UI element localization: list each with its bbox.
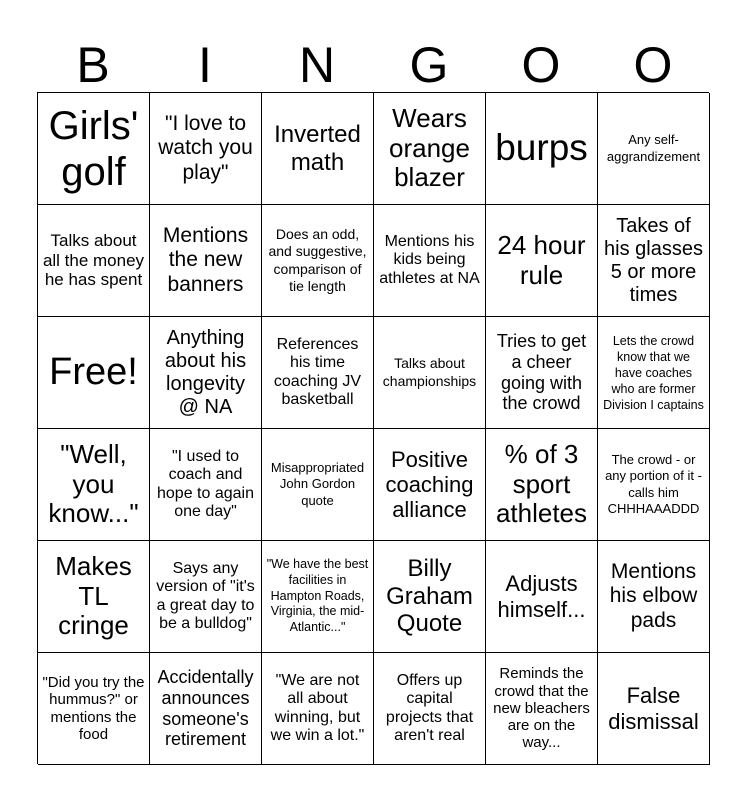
header-letter: O: [633, 37, 673, 93]
header-letter: B: [76, 37, 110, 93]
cell-text: Adjusts himself...: [497, 571, 586, 622]
cell-text: Mentions his elbow pads: [609, 560, 698, 632]
header-letter: O: [521, 37, 561, 93]
cell-text: Lets the crowd know that we have coaches who are former Division I captains: [603, 333, 704, 412]
cell-text: burps: [495, 127, 588, 169]
bingo-cell: [38, 429, 150, 541]
bingo-cell: [150, 429, 262, 541]
bingo-cell: [262, 93, 374, 205]
cell-text: "Did you try the hummus?" or mentions the food: [42, 674, 145, 743]
cell-text: Any self-aggrandizement: [606, 132, 701, 164]
bingo-cell: [486, 653, 598, 765]
bingo-cell: [38, 205, 150, 317]
cell-text: Reminds the crowd that the new bleachers are on the way...: [493, 665, 590, 752]
bingo-cell: [486, 317, 598, 429]
bingo-cell: [598, 653, 710, 765]
bingo-cell: [374, 541, 486, 653]
bingo-grid: [37, 92, 709, 764]
cell-text: References his time coaching JV basketball: [273, 335, 362, 408]
cell-text: Billy Graham Quote: [386, 555, 473, 638]
header-letter: I: [198, 37, 212, 93]
cell-text: Mentions the new banners: [162, 224, 249, 296]
cell-text: Makes TL cringe: [55, 550, 132, 641]
bingo-cell: [262, 653, 374, 765]
cell-text: % of 3 sport athletes: [495, 438, 588, 529]
bingo-cell: [150, 93, 262, 205]
cell-text: Mentions his kids being athletes at NA: [379, 232, 480, 287]
cell-text: Offers up capital projects that aren't real: [385, 671, 474, 744]
bingo-cell: [486, 93, 598, 205]
cell-text: Inverted math: [274, 120, 361, 176]
cell-text: Does an odd, and suggestive, comparison of tie length: [268, 225, 367, 294]
bingo-cell: [374, 93, 486, 205]
bingo-cell: [598, 429, 710, 541]
header-letter: G: [409, 37, 449, 93]
bingo-cell: [374, 317, 486, 429]
bingo-cell: [598, 93, 710, 205]
bingo-header: [37, 36, 709, 94]
cell-text: Girls' golf: [48, 103, 139, 194]
cell-text: Accidentally announces someone's retirement: [157, 667, 254, 750]
bingo-cell: [598, 541, 710, 653]
bingo-cell: [262, 317, 374, 429]
cell-text: "We have the best facilities in Hampton Roads, Virginia, the mid-Atlantic...": [266, 557, 369, 634]
bingo-cell: [38, 317, 150, 429]
bingo-cell: [150, 653, 262, 765]
bingo-cell: [374, 653, 486, 765]
bingo-cell: [374, 205, 486, 317]
bingo-cell: [38, 653, 150, 765]
bingo-cell: [598, 205, 710, 317]
cell-text: Misappropriated John Gordon quote: [270, 460, 365, 508]
cell-text: "I love to watch you play": [158, 112, 253, 184]
cell-text: "I used to coach and hope to again one day": [157, 447, 254, 520]
cell-text: Positive coaching alliance: [385, 446, 474, 523]
bingo-cell: [598, 317, 710, 429]
bingo-cell: [150, 205, 262, 317]
cell-text: Says any version of "it's a great day to be a bulldog": [156, 559, 255, 632]
cell-text: Takes of his glasses 5 or more times: [604, 214, 703, 306]
bingo-cell: [486, 205, 598, 317]
bingo-cell: [38, 541, 150, 653]
cell-text: "Well, you know...": [48, 438, 139, 529]
cell-text: Free!: [49, 350, 138, 393]
cell-text: 24 hour rule: [497, 229, 586, 290]
bingo-cell: [150, 317, 262, 429]
bingo-cell: [262, 541, 374, 653]
bingo-cell: [150, 541, 262, 653]
header-letter: N: [298, 37, 336, 93]
bingo-cell: [38, 93, 150, 205]
cell-text: The crowd - or any portion of it - calls him CHHHAAADDD: [605, 452, 702, 516]
bingo-cell: [374, 429, 486, 541]
cell-text: Anything about his longevity @ NA: [164, 326, 247, 418]
bingo-cell: [262, 429, 374, 541]
bingo-cell: [262, 205, 374, 317]
cell-text: Talks about championships: [382, 355, 477, 389]
cell-text: Tries to get a cheer going with the crowd: [496, 331, 587, 414]
bingo-cell: [486, 429, 598, 541]
cell-text: "We are not all about winning, but we win a lot.": [270, 671, 365, 744]
cell-text: Talks about all the money he has spent: [42, 231, 145, 290]
bingo-cell: [486, 541, 598, 653]
cell-text: False dismissal: [608, 683, 699, 734]
cell-text: Wears orange blazer: [389, 102, 470, 193]
